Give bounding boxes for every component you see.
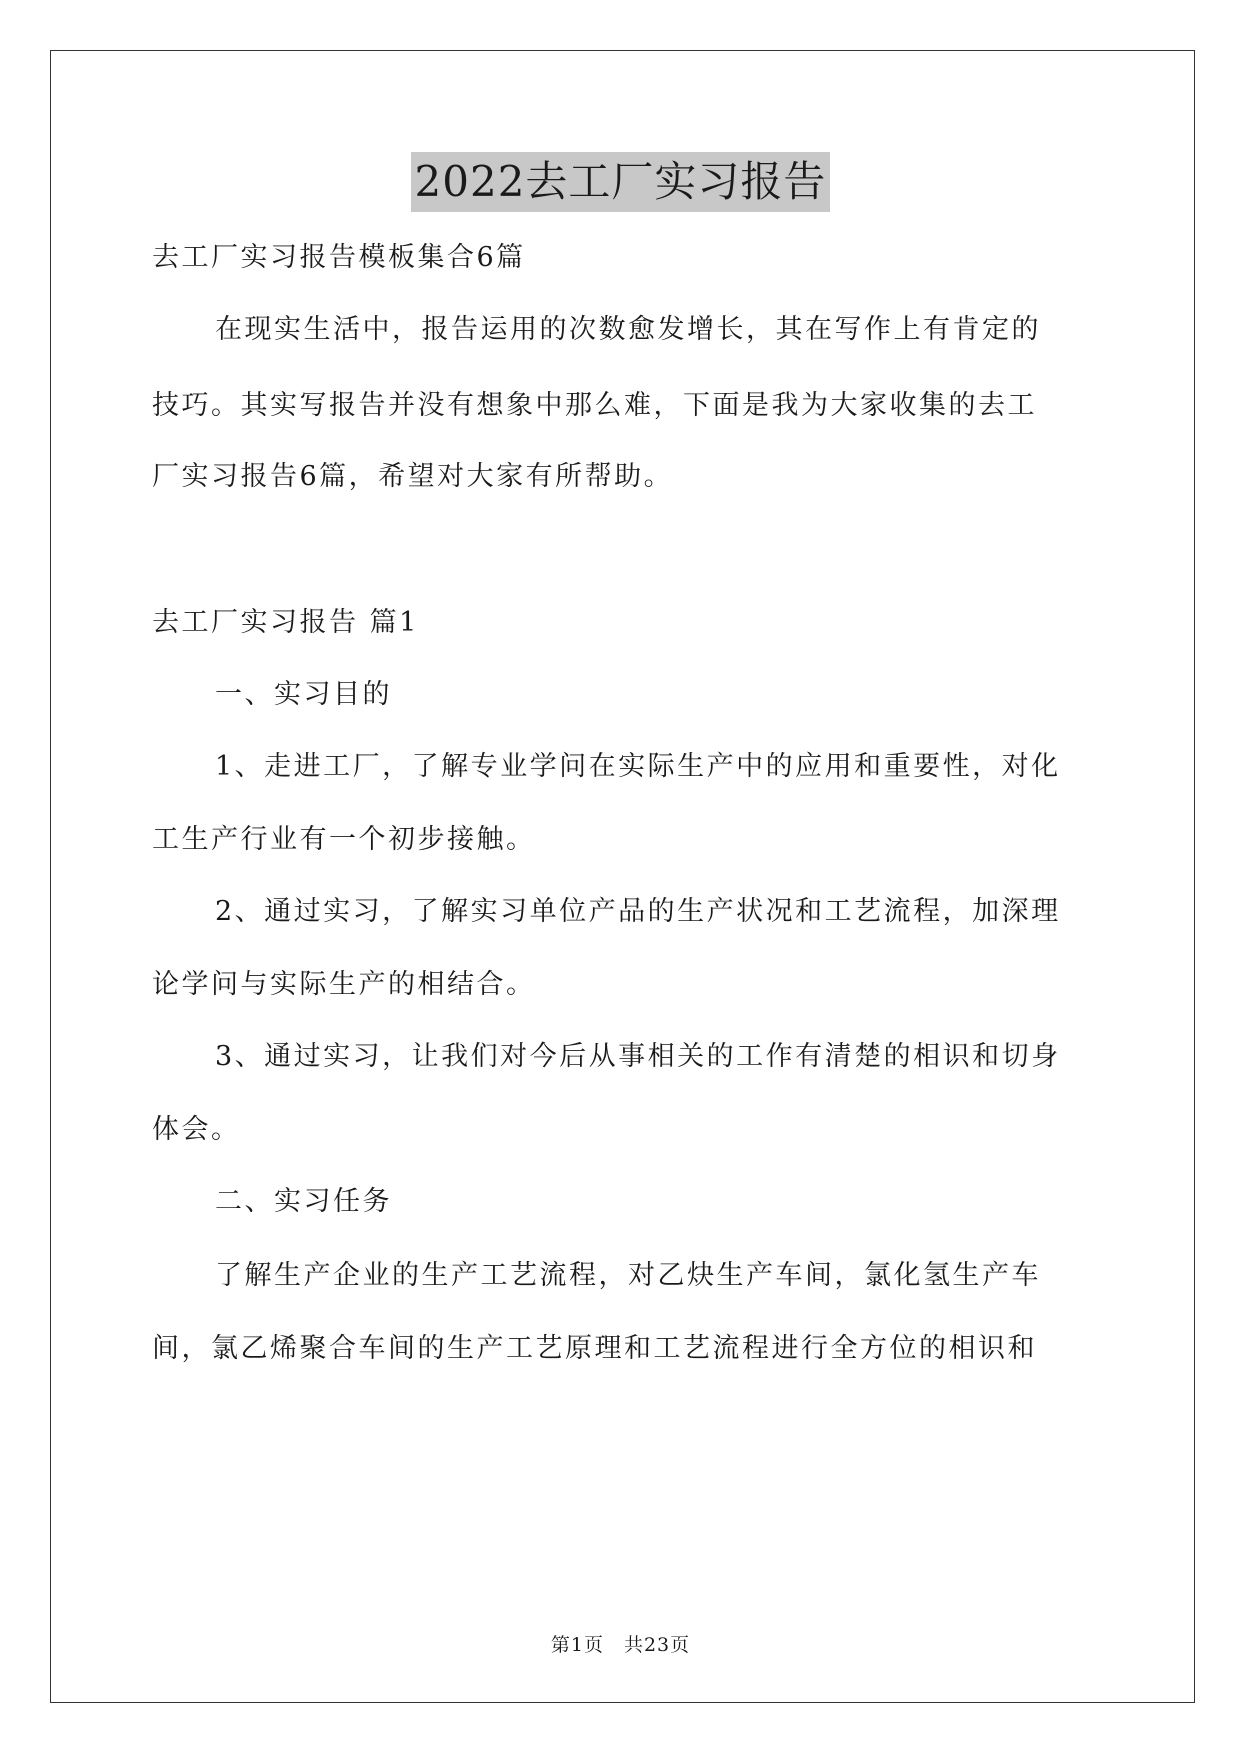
subtitle-line: 去工厂实习报告模板集合6篇 (152, 242, 526, 273)
subsection-heading: 一、实习目的 (215, 679, 392, 710)
paragraph-line: 论学问与实际生产的相结合。 (152, 969, 536, 1000)
paragraph-line: 了解生产企业的生产工艺流程，对乙炔生产车间，氯化氢生产车 (215, 1260, 1041, 1291)
title-wrap (0, 152, 1241, 212)
paragraph-line: 在现实生活中，报告运用的次数愈发增长，其在写作上有肯定的 (215, 314, 1041, 345)
subsection-heading: 二、实习任务 (215, 1186, 392, 1217)
paragraph-line: 间，氯乙烯聚合车间的生产工艺原理和工艺流程进行全方位的相识和 (152, 1333, 1037, 1364)
paragraph-line: 3、通过实习，让我们对今后从事相关的工作有清楚的相识和切身 (215, 1041, 1061, 1072)
paragraph-line: 1、走进工厂，了解专业学问在实际生产中的应用和重要性，对化 (215, 751, 1061, 782)
paragraph-line: 工生产行业有一个初步接触。 (152, 824, 536, 855)
paragraph-line: 体会。 (152, 1114, 241, 1145)
section-heading: 去工厂实习报告 篇1 (152, 607, 419, 638)
paragraph-line: 2、通过实习，了解实习单位产品的生产状况和工艺流程，加深理 (215, 896, 1061, 927)
paragraph-line: 厂实习报告6篇，希望对大家有所帮助。 (152, 461, 674, 492)
page-number-footer: 第1页 共23页 (550, 1634, 691, 1656)
document-title: 2022去工厂实习报告 (411, 152, 831, 212)
page-border (50, 50, 1195, 1703)
paragraph-line: 技巧。其实写报告并没有想象中那么难，下面是我为大家收集的去工 (152, 390, 1037, 421)
